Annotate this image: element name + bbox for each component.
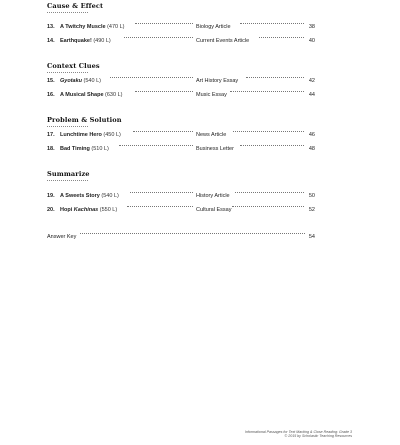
dot-leader [232,206,304,207]
entry-genre: Cultural Essay [196,207,232,213]
entry-lexile: (540 L) [101,193,119,199]
entry-number: 16. [47,92,55,98]
toc-entry[interactable] [47,145,315,154]
entry-genre: Current Events Article [196,38,250,44]
toc-entry[interactable] [47,131,315,140]
entry-number: 17. [47,132,55,138]
entry-title-block [60,206,117,215]
footer-copyright: © 2015 by Scholastic Teaching Resources [284,434,352,439]
entry-page-number: 40 [308,38,315,44]
dot-leader [110,77,193,78]
answer-key-label: Answer Key [47,234,77,240]
page-footer [245,430,352,439]
entry-page-number: 44 [308,92,315,98]
entry-title: A Twitchy Muscle [60,24,106,30]
dot-leader [235,192,304,193]
answer-key-page-number: 54 [308,234,315,240]
entry-title-block [60,37,111,46]
dot-leader [119,145,193,146]
dot-leader [135,91,193,92]
entry-page-number: 50 [308,193,315,199]
section-heading-problem-solution: Problem & Solution [47,116,122,124]
footer-book-title: Informational Passages for Text Marking & Close Reading: Grade 3 [244,430,352,434]
entry-title-block [60,131,121,140]
entry-genre: Biology Article [196,24,231,30]
entry-page-number: 38 [308,24,315,30]
entry-number: 18. [47,146,55,152]
entry-title-block [60,23,125,32]
entry-title-block [60,91,122,100]
entry-genre: News Article [196,132,227,138]
entry-page-number: 46 [308,132,315,138]
entry-lexile: (550 L) [99,207,118,213]
section-heading-context-clues: Context Clues [47,62,100,70]
dot-leader [133,131,193,132]
entry-title-block [60,192,119,201]
section-heading-summarize: Summarize [47,170,90,178]
entry-title-italic: Kachinas [73,207,99,213]
entry-number: 13. [47,24,55,30]
toc-entry[interactable] [47,77,315,86]
answer-key-entry[interactable] [47,233,315,242]
entry-genre: Music Essay [196,92,227,98]
entry-genre: History Article [196,193,230,199]
dot-leader [233,131,304,132]
entry-title: A Musical Shape [60,92,104,98]
section-heading-underline [47,72,88,73]
toc-entry[interactable] [47,192,315,201]
section-heading-underline [47,12,88,13]
dot-leader [230,91,304,92]
entry-title: Earthquake! [60,38,92,44]
dot-leader [240,145,304,146]
dot-leader [259,37,304,38]
entry-page-number: 42 [308,78,315,84]
entry-number: 20. [47,207,55,213]
entry-title: Lunchtime Hero [60,132,102,138]
entry-genre: Business Letter [196,146,234,152]
entry-number: 14. [47,38,55,44]
entry-lexile: (510 L) [91,146,109,152]
toc-entry[interactable] [47,37,315,46]
entry-title-prefix: Hopi [60,207,74,213]
toc-entry[interactable] [47,91,315,100]
entry-number: 19. [47,193,55,199]
entry-title: A Sweets Story [60,193,100,199]
section-heading-underline [47,126,88,127]
dot-leader [240,23,304,24]
dot-leader [130,192,193,193]
entry-number: 15. [47,78,55,84]
dot-leader [246,77,304,78]
entry-title: Bad Timing [60,146,90,152]
entry-title-block [60,77,101,86]
section-heading-underline [47,180,88,181]
entry-lexile: (450 L) [103,132,121,138]
entry-title-block [60,145,109,154]
entry-lexile: (490 L) [93,38,111,44]
dot-leader [127,206,193,207]
section-heading-cause-effect: Cause & Effect [47,2,104,10]
dot-leader [135,23,193,24]
entry-lexile: (630 L) [105,92,123,98]
entry-genre: Art History Essay [196,78,239,84]
dot-leader [80,233,305,234]
entry-lexile: (470 L) [107,24,125,30]
toc-entry[interactable] [47,206,315,215]
entry-page-number: 48 [308,146,315,152]
entry-lexile: (540 L) [83,78,101,84]
entry-title: Gyotaku [60,78,83,84]
dot-leader [124,37,193,38]
toc-entry[interactable] [47,23,315,32]
entry-page-number: 52 [308,207,315,213]
